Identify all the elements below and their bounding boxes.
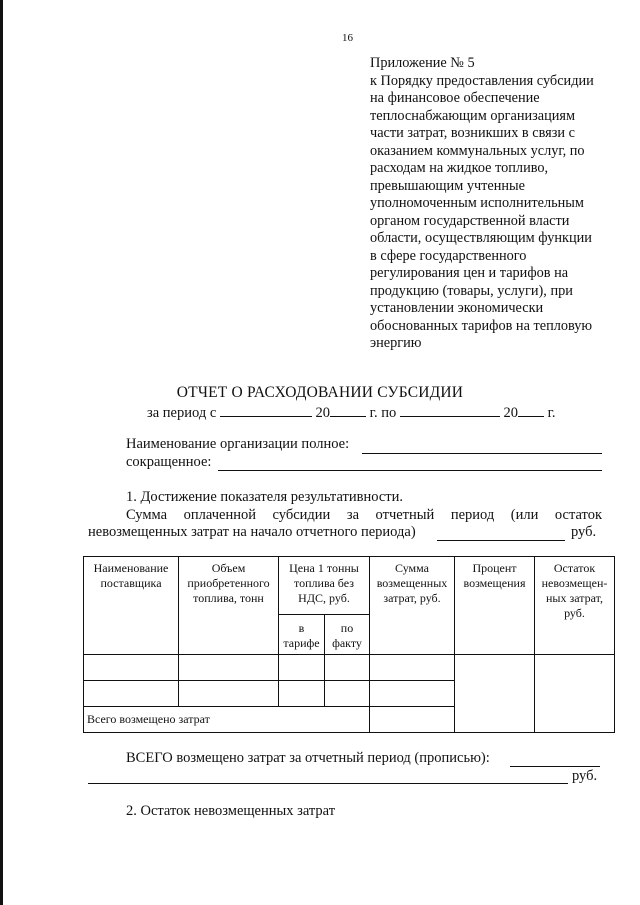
header-remainder xyxy=(535,557,615,655)
cell-total-reimbursed[interactable] xyxy=(370,707,455,733)
period-from-label: за период с xyxy=(147,405,217,421)
appendix-line: области, осуществляющим функции xyxy=(370,230,592,246)
page-edge-border xyxy=(0,0,3,905)
org-short-label: сокращенное: xyxy=(126,454,212,470)
cell-supplier[interactable] xyxy=(84,681,179,707)
period-from-date-field[interactable] xyxy=(220,403,312,417)
header-price-tariff-line: тарифе xyxy=(283,636,320,650)
cell-volume[interactable] xyxy=(179,681,279,707)
header-volume-line: Объем xyxy=(211,561,246,575)
header-price-fact-line: по xyxy=(340,621,354,635)
appendix-line: превышающим учтенные xyxy=(370,177,526,194)
header-remainder-line: ных затрат, xyxy=(546,591,603,605)
header-percent-line: возмещения xyxy=(463,576,526,590)
period-to-label: г. по xyxy=(369,405,397,421)
cell-percent[interactable] xyxy=(455,655,535,733)
appendix-line: регулирования цен и тарифов на xyxy=(370,265,569,281)
page-number: 16 xyxy=(342,32,353,44)
header-remainder-line: невозмещен- xyxy=(541,576,608,590)
header-price-fact xyxy=(325,615,370,655)
header-supplier xyxy=(84,557,179,655)
header-price-line: топлива без xyxy=(294,576,354,590)
cell-price-fact[interactable] xyxy=(325,655,370,681)
total-words-currency: руб. xyxy=(572,768,598,784)
header-reimbursed xyxy=(370,557,455,655)
cell-supplier[interactable] xyxy=(84,655,179,681)
header-volume-line: приобретенного xyxy=(187,576,270,590)
cell-price-tariff[interactable] xyxy=(279,681,325,707)
period-year1-prefix: 20 xyxy=(315,405,331,421)
header-price-line: НДС, руб. xyxy=(298,591,350,605)
org-short-name-field[interactable] xyxy=(218,470,602,471)
report-table xyxy=(83,556,615,733)
header-reimbursed-line: Сумма xyxy=(395,561,429,575)
header-price-tariff-line: в xyxy=(298,621,305,635)
appendix-line: Приложение № 5 xyxy=(370,55,475,71)
total-label: Всего возмещено затрат xyxy=(84,707,370,733)
section1-heading: 1. Достижение показателя результативности. xyxy=(126,489,403,505)
header-remainder-line: руб. xyxy=(564,606,585,620)
header-volume-line: топлива, тонн xyxy=(193,591,264,605)
appendix-line: установлении экономически xyxy=(370,300,544,316)
report-title: ОТЧЕТ О РАСХОДОВАНИИ СУБСИДИИ xyxy=(176,384,464,401)
subsidy-amount-field[interactable] xyxy=(437,540,565,541)
header-percent xyxy=(455,557,535,655)
section1-text-line1: Сумма оплаченной субсидии за отчетный период (или остаток xyxy=(126,507,602,523)
section2-heading: 2. Остаток невозмещенных затрат xyxy=(126,803,336,819)
appendix-line: в сфере государственного xyxy=(370,247,527,264)
appendix-block xyxy=(370,55,638,353)
header-reimbursed-line: затрат, руб. xyxy=(383,591,441,605)
period-line xyxy=(147,403,556,422)
appendix-line: энергию xyxy=(370,335,422,351)
appendix-line: продукцию (товары, услуги), при xyxy=(370,282,573,299)
appendix-line: оказанием коммунальных услуг, по xyxy=(370,142,585,159)
total-words-field-1[interactable] xyxy=(510,766,600,767)
appendix-line: части затрат, возникших в связи с xyxy=(370,125,575,141)
period-year2-field[interactable] xyxy=(518,403,544,417)
cell-reimbursed[interactable] xyxy=(370,681,455,707)
header-volume xyxy=(179,557,279,655)
total-words-field-2[interactable] xyxy=(88,783,568,784)
header-supplier-line: поставщика xyxy=(100,576,162,590)
header-reimbursed-line: возмещенных xyxy=(376,576,448,590)
table-row xyxy=(84,655,615,681)
section1-currency: руб. xyxy=(571,524,597,540)
cell-price-tariff[interactable] xyxy=(279,655,325,681)
org-full-name-field[interactable] xyxy=(362,453,602,454)
period-to-date-field[interactable] xyxy=(400,403,500,417)
cell-volume[interactable] xyxy=(179,655,279,681)
appendix-line: на финансовое обеспечение xyxy=(370,90,540,106)
appendix-line: теплоснабжающим организациям xyxy=(370,107,576,124)
section1-text-line2: невозмещенных затрат на начало отчетного периода) xyxy=(88,524,416,540)
header-percent-line: Процент xyxy=(472,561,517,575)
table-header-row xyxy=(84,557,615,615)
period-year1-field[interactable] xyxy=(330,403,366,417)
appendix-line: органом государственной власти xyxy=(370,212,570,229)
header-price-line: Цена 1 тонны xyxy=(289,561,359,575)
appendix-line: расходам на жидкое топливо, xyxy=(370,160,549,176)
cell-remainder[interactable] xyxy=(535,655,615,733)
header-supplier-line: Наименование xyxy=(93,561,169,575)
cell-reimbursed[interactable] xyxy=(370,655,455,681)
period-suffix: г. xyxy=(547,405,556,421)
period-year2-prefix: 20 xyxy=(503,405,518,421)
appendix-line: уполномоченным исполнительным xyxy=(370,195,584,211)
total-words-label: ВСЕГО возмещено затрат за отчетный период (прописью): xyxy=(126,750,490,766)
header-price-tariff xyxy=(279,615,325,655)
header-remainder-line: Остаток xyxy=(553,561,596,575)
cell-price-fact[interactable] xyxy=(325,681,370,707)
appendix-line: обоснованных тарифов на тепловую xyxy=(370,317,593,334)
header-price-fact-line: факту xyxy=(332,636,362,650)
header-price xyxy=(279,557,370,615)
org-full-label: Наименование организации полное: xyxy=(126,436,350,452)
appendix-line: к Порядку предоставления субсидии xyxy=(370,72,594,89)
